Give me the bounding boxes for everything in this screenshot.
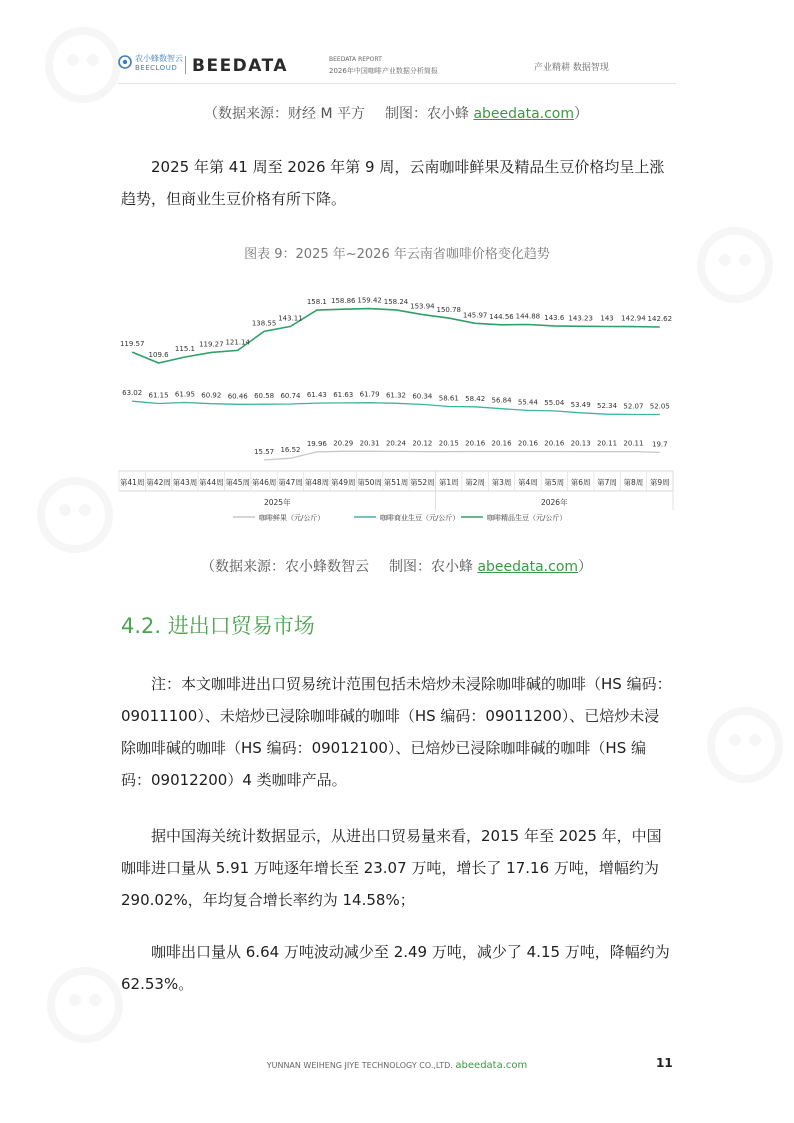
x-tick-label: 第50周 bbox=[357, 478, 382, 487]
source-label: （数据来源：农小蜂数智云 bbox=[201, 559, 369, 575]
data-label: 138.55 bbox=[251, 319, 277, 328]
x-tick-label: 第44周 bbox=[199, 478, 224, 487]
x-tick-label: 第5周 bbox=[544, 478, 565, 487]
data-label: 60.92 bbox=[201, 391, 222, 400]
data-label: 16.52 bbox=[280, 446, 301, 455]
data-label: 60.46 bbox=[227, 392, 248, 401]
data-label: 19.96 bbox=[306, 439, 327, 448]
x-tick-label: 第46周 bbox=[251, 478, 277, 487]
x-tick-label: 第4周 bbox=[518, 478, 538, 487]
data-label: 144.56 bbox=[489, 312, 514, 321]
data-label: 19.7 bbox=[652, 440, 668, 449]
data-label: 143.11 bbox=[278, 314, 303, 323]
x-tick-label: 第51周 bbox=[383, 478, 409, 487]
data-label: 52.34 bbox=[597, 402, 618, 411]
x-tick-label: 第52周 bbox=[410, 478, 435, 487]
x-tick-label: 第8周 bbox=[623, 478, 644, 487]
data-label: 52.07 bbox=[623, 402, 644, 411]
x-tick-label: 第7周 bbox=[597, 478, 617, 487]
x-tick-label: 第1周 bbox=[438, 478, 459, 487]
data-label: 159.42 bbox=[357, 296, 382, 305]
source-label: （数据来源：财经 M 平方 bbox=[204, 106, 365, 122]
data-source-note bbox=[201, 556, 592, 576]
data-label: 55.44 bbox=[517, 398, 538, 407]
data-label: 20.16 bbox=[465, 439, 486, 448]
x-tick-label: 第42周 bbox=[146, 478, 171, 487]
data-label: 20.13 bbox=[570, 439, 591, 448]
x-tick-label: 第2周 bbox=[465, 478, 486, 487]
x-tick-label: 第9周 bbox=[649, 478, 670, 487]
data-label: 61.79 bbox=[359, 390, 380, 399]
data-label: 20.16 bbox=[544, 439, 565, 448]
watermark-bee-icon bbox=[38, 20, 128, 110]
data-label: 121.14 bbox=[225, 338, 250, 347]
x-group-label: 2026年 bbox=[540, 498, 568, 507]
x-tick-label: 第48周 bbox=[304, 478, 330, 487]
watermark-bee-icon bbox=[700, 700, 790, 790]
watermark-bee-icon bbox=[40, 960, 130, 1050]
data-source-note bbox=[204, 103, 588, 123]
body-paragraph: 咖啡出口量从 6.64 万吨波动减少至 2.49 万吨，减少了 4.15 万吨，降幅约为 62.53%。 bbox=[121, 943, 670, 993]
data-label: 144.88 bbox=[515, 312, 541, 321]
data-label: 158.1 bbox=[306, 298, 327, 307]
x-tick-label: 第49周 bbox=[330, 478, 356, 487]
data-label: 61.15 bbox=[148, 391, 169, 400]
x-tick-label: 第6周 bbox=[570, 478, 591, 487]
logo-en-text: BEECLOUD bbox=[135, 64, 178, 72]
x-tick-label: 第43周 bbox=[172, 478, 198, 487]
source-link[interactable]: abeedata.com bbox=[473, 106, 575, 122]
data-label: 143.6 bbox=[544, 313, 565, 322]
data-label: 58.61 bbox=[438, 394, 459, 403]
data-label: 20.11 bbox=[623, 439, 644, 448]
data-label: 119.57 bbox=[119, 340, 145, 349]
data-label: 158.86 bbox=[330, 297, 356, 306]
data-label: 150.78 bbox=[436, 306, 462, 315]
data-label: 61.63 bbox=[333, 390, 354, 399]
data-label: 55.04 bbox=[544, 398, 565, 407]
data-label: 20.16 bbox=[491, 439, 512, 448]
x-tick-label: 第47周 bbox=[278, 478, 303, 487]
data-label: 143 bbox=[600, 314, 614, 323]
report-title: 2026年中国咖啡产业数据分析简报 bbox=[329, 67, 438, 75]
logo-divider bbox=[185, 56, 186, 74]
data-label: 53.49 bbox=[570, 400, 591, 409]
x-tick-label: 第41周 bbox=[119, 478, 145, 487]
data-label: 60.34 bbox=[412, 392, 433, 401]
beedata-logo-text: BEEDATA bbox=[192, 56, 289, 76]
logo-cn-text: 农小蜂数智云 bbox=[135, 54, 183, 63]
footer-link[interactable]: abeedata.com bbox=[455, 1060, 528, 1071]
source-credit: 制图：农小蜂 bbox=[389, 559, 473, 575]
watermark-bee-icon bbox=[690, 220, 780, 310]
header-tagline: 产业精耕 数据智现 bbox=[534, 63, 609, 73]
legend-label: 咖啡精品生豆（元/公斤） bbox=[487, 514, 567, 522]
data-label: 153.94 bbox=[410, 302, 435, 311]
source-link[interactable]: abeedata.com bbox=[477, 559, 579, 575]
data-label: 115.1 bbox=[174, 344, 195, 353]
data-label: 60.74 bbox=[280, 391, 301, 400]
data-label: 15.57 bbox=[254, 447, 275, 456]
data-label: 63.02 bbox=[122, 389, 143, 398]
x-tick-label: 第45周 bbox=[225, 478, 250, 487]
page-header bbox=[118, 52, 678, 84]
data-label: 145.97 bbox=[462, 311, 488, 320]
data-label: 60.58 bbox=[254, 392, 275, 401]
data-label: 61.32 bbox=[385, 391, 407, 400]
data-label: 52.05 bbox=[649, 402, 670, 411]
page-number: 11 bbox=[656, 1056, 673, 1070]
data-label: 142.62 bbox=[647, 314, 673, 323]
data-label: 119.27 bbox=[199, 340, 224, 349]
report-label: BEEDATA REPORT bbox=[329, 56, 382, 63]
data-label: 61.43 bbox=[306, 391, 327, 400]
series-line bbox=[264, 451, 660, 460]
legend-label: 咖啡商业生豆（元/公斤） bbox=[380, 514, 460, 522]
data-label: 143.23 bbox=[568, 314, 593, 323]
data-label: 142.94 bbox=[621, 314, 646, 323]
figure-title: 图表 9：2025 年~2026 年云南省咖啡价格变化趋势 bbox=[244, 247, 550, 262]
body-paragraph: 2025 年第 41 周至 2026 年第 9 周，云南咖啡鲜果及精品生豆价格均呈上涨趋势，但商业生豆价格有所下降。 bbox=[121, 158, 665, 208]
data-label: 20.24 bbox=[385, 439, 407, 448]
data-label: 158.24 bbox=[383, 297, 409, 306]
page-footer bbox=[0, 1060, 794, 1071]
data-label: 58.42 bbox=[465, 394, 486, 403]
watermark-bee-icon bbox=[30, 470, 120, 560]
x-group-label: 2025年 bbox=[263, 498, 291, 507]
data-label: 20.15 bbox=[438, 439, 459, 448]
footer-company: YUNNAN WEIHENG JIYE TECHNOLOGY CO.,LTD. bbox=[266, 1061, 453, 1070]
price-trend-chart bbox=[118, 280, 674, 525]
data-label: 20.31 bbox=[359, 439, 380, 448]
data-label: 20.16 bbox=[517, 439, 538, 448]
data-label: 56.84 bbox=[491, 396, 512, 405]
source-close: ） bbox=[578, 559, 593, 575]
data-label: 61.95 bbox=[174, 390, 195, 399]
data-label: 20.29 bbox=[333, 439, 354, 448]
beecloud-logo-icon bbox=[118, 55, 132, 69]
legend-label: 咖啡鲜果（元/公斤） bbox=[259, 514, 325, 522]
section-heading: 4.2. 进出口贸易市场 bbox=[121, 614, 315, 638]
body-paragraph: 据中国海关统计数据显示，从进出口贸易量来看，2015 年至 2025 年，中国咖啡进口量从 5.91 万吨逐年增长至 23.07 万吨，增长了 17.16 万吨，增幅约为 290.02%，年均复合增长率约为 14.58%； bbox=[121, 827, 662, 909]
data-label: 20.11 bbox=[597, 439, 618, 448]
x-tick-label: 第3周 bbox=[491, 478, 512, 487]
body-paragraph: 注：本文咖啡进出口贸易统计范围包括未焙炒未浸除咖啡碱的咖啡（HS 编码：09011100）、未焙炒已浸除咖啡碱的咖啡（HS 编码：09011200）、已焙炒未浸除咖啡碱的咖啡（HS 编码：09012100）、已焙炒已浸除咖啡碱的咖啡（HS 编码：09012200）4 类咖啡产品。 bbox=[121, 675, 672, 789]
data-label: 109.6 bbox=[148, 350, 169, 359]
data-label: 20.12 bbox=[412, 439, 433, 448]
source-credit: 制图：农小蜂 bbox=[384, 106, 469, 122]
source-close: ） bbox=[574, 106, 589, 122]
header-divider bbox=[118, 83, 676, 84]
